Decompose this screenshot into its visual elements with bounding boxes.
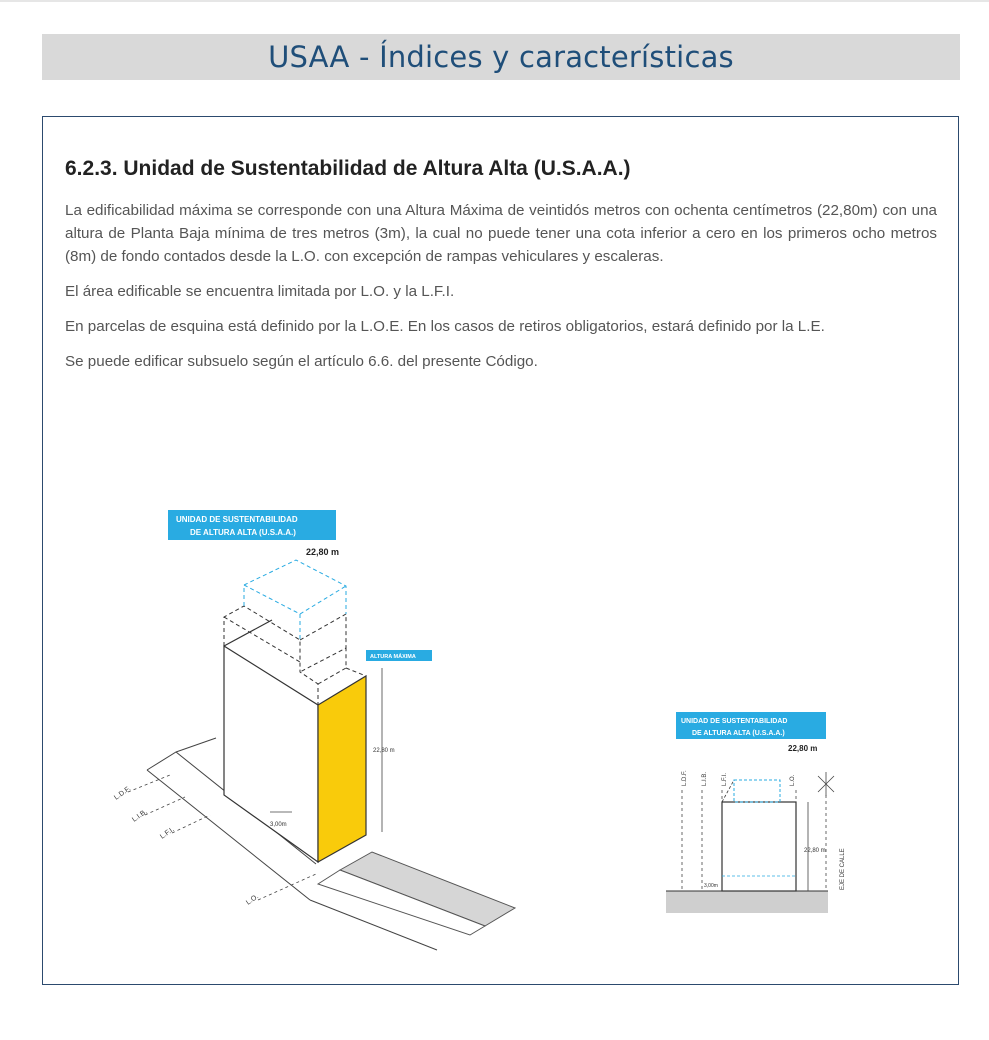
isometric-figure <box>113 510 515 950</box>
iso-label-line2: DE ALTURA ALTA (U.S.A.A.) <box>190 528 296 537</box>
section-line-lib: L.I.B. <box>702 771 708 786</box>
page-heading: USAA - Índices y características <box>268 40 734 74</box>
iso-top-volume <box>244 560 346 640</box>
section-building <box>722 802 796 891</box>
iso-tag-altura-text: ALTURA MÁXIMA <box>370 654 416 660</box>
section-line-lfi: L.F.I. <box>722 772 728 786</box>
section-dim-height: 22,80 m <box>804 848 826 854</box>
iso-label-line1: UNIDAD DE SUSTENTABILIDAD <box>176 515 298 524</box>
section-line-lo: L.O. <box>790 774 796 786</box>
section-dim-ground: 3,00m <box>704 883 718 889</box>
paragraph-area: El área edificable se encuentra limitada por L.O. y la L.F.I. <box>65 283 455 300</box>
section-height-value: 22,80 m <box>788 744 818 753</box>
iso-building-side <box>224 646 318 862</box>
section-axis-label: EJE DE CALLE <box>840 848 846 890</box>
iso-line-ldf: L.D.F. <box>113 785 133 802</box>
section-label-line2: DE ALTURA ALTA (U.S.A.A.) <box>692 730 785 737</box>
section-line-ldf: L.D.F. <box>682 770 688 786</box>
iso-line-lfi: L.F.I. <box>159 826 176 841</box>
paragraph-subsuelo: Se puede edificar subsuelo según el artículo 6.6. del presente Código. <box>65 353 538 370</box>
iso-dim-height: 22,80 m <box>373 748 395 754</box>
section-title: 6.2.3. Unidad de Sustentabilidad de Altura Alta (U.S.A.A.) <box>65 157 631 180</box>
iso-height-value: 22,80 m <box>306 547 340 557</box>
section-label-line1: UNIDAD DE SUSTENTABILIDAD <box>681 718 788 725</box>
iso-line-lo: L.O. <box>245 893 260 907</box>
iso-line-lib: L.I.B. <box>131 808 149 824</box>
section-top-volume <box>734 780 780 802</box>
iso-facade-highlight <box>318 676 366 862</box>
street-axis-icon <box>818 772 834 796</box>
iso-top-edge <box>224 620 272 646</box>
iso-dim-ground: 3,00m <box>270 822 287 828</box>
paragraph-esquina: En parcelas de esquina está definido por la L.O.E. En los casos de retiros obligatorios, estará definido por la L.E. <box>65 318 825 335</box>
section-ground <box>666 891 828 913</box>
paragraph-edificabilidad: La edificabilidad máxima se corresponde con una Altura Máxima de veintidós metros con ochenta centímetros (22,80m) con una altura de Planta Baja mínima de tres metros (3m), la cual no puede tener una cota inferior a cero en los primeros ocho metros (8m) de fondo contados desde la L.O. con excepción de rampas vehiculares y escaleras. <box>65 202 937 265</box>
section-figure <box>666 712 846 913</box>
